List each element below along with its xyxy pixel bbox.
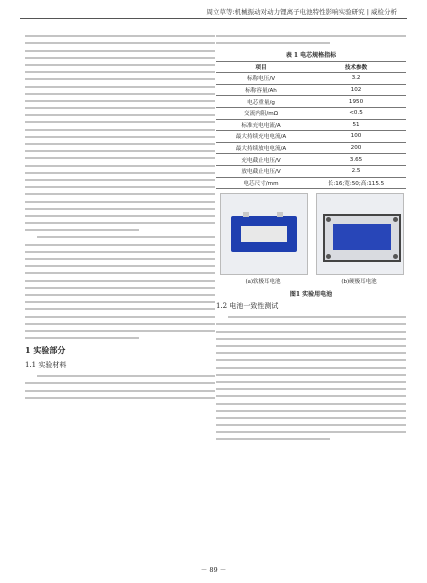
table-cell: 交流内阻/mΩ <box>216 107 306 119</box>
table-cell: 3.2 <box>306 73 406 85</box>
battery-figure <box>216 193 406 297</box>
table-cell: 最大持续放电电流/A <box>216 142 306 154</box>
header-divider <box>20 18 407 19</box>
table-row <box>216 96 406 108</box>
subsection-heading: 1.1 实验材料 <box>25 361 67 370</box>
table-header-cell: 技术参数 <box>306 61 406 73</box>
soft-tab-battery-photo <box>220 193 308 275</box>
table-cell: 100 <box>306 131 406 143</box>
table-row <box>216 142 406 154</box>
figure-caption: 图1 实验用电池 <box>289 291 333 299</box>
table-cell: 电芯尺寸/mm <box>216 177 306 189</box>
table-cell: 长:16;宽:50;高:115.5 <box>306 177 406 189</box>
table-cell: 标称容量/Ah <box>216 84 306 96</box>
page-number: － 89 － <box>200 566 227 574</box>
running-title: 周立草等:机械振动对动力锂离子电池特性影响实验研究 | 威检分析 <box>206 8 397 16</box>
table-cell: 2.5 <box>306 165 406 177</box>
page-header <box>0 0 427 22</box>
table-caption: 表 1 电芯规格指标 <box>285 51 337 59</box>
paragraph-block <box>25 236 215 339</box>
table-row <box>216 165 406 177</box>
table-cell: 102 <box>306 84 406 96</box>
table-cell: 3.65 <box>306 154 406 166</box>
table-cell: <0.5 <box>306 107 406 119</box>
table-row <box>216 177 406 189</box>
table-cell: 放电截止电压/V <box>216 165 306 177</box>
table-cell: 标称电压/V <box>216 73 306 85</box>
table-row <box>216 119 406 131</box>
paragraph-block <box>25 35 215 231</box>
table-cell: 电芯重量/g <box>216 96 306 108</box>
table-row <box>216 73 406 85</box>
table-cell: 标准充电电流/A <box>216 119 306 131</box>
table-header-row <box>216 61 406 73</box>
right-column <box>216 30 406 446</box>
table-cell: 充电截止电压/V <box>216 154 306 166</box>
section-heading: 1 实验部分 <box>25 345 66 356</box>
table-cell: 200 <box>306 142 406 154</box>
paragraph-block <box>216 35 406 44</box>
table-cell: 51 <box>306 119 406 131</box>
table-row <box>216 131 406 143</box>
table-cell: 1950 <box>306 96 406 108</box>
table-header-cell: 项目 <box>216 61 306 73</box>
table-row <box>216 154 406 166</box>
table-row <box>216 84 406 96</box>
table-row <box>216 107 406 119</box>
subfigure-caption-a: (a)软极耳电池 <box>245 279 281 286</box>
subfigure-caption-b: (b)硬极耳电池 <box>341 279 377 286</box>
table-cell: 最大持续充电电流/A <box>216 131 306 143</box>
hard-tab-battery-photo <box>316 193 404 275</box>
left-column <box>25 30 215 404</box>
spec-table <box>216 61 406 190</box>
subsection-heading: 1.2 电池一致性测试 <box>216 302 279 311</box>
paragraph-block <box>216 316 406 440</box>
paragraph-block <box>25 375 215 399</box>
